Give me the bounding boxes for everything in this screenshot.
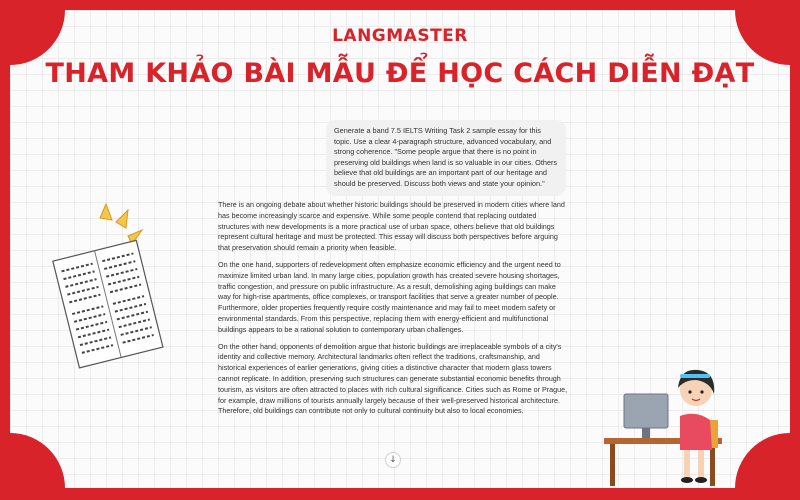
student-illustration (592, 360, 742, 490)
essay-response (218, 200, 568, 423)
corner-decoration (10, 433, 65, 488)
brand-logo: LANGMASTER (332, 26, 468, 46)
essay-paragraph: On the other hand, opponents of demolition argue that historic buildings are irreplaceable symbols of a city's identity and collective memory. Architectural landmarks often reflect the traditions, craftsmanship, and historical experiences of earlier generations, giving cities a distinctive character that modern glass towers cannot replicate. In addition, preserving such structures can generate substantial economic benefits through tourism, as visitors are often attracted to places with rich cultural significance. Cities such as Rome or Prague, for example, draw millions of tourists annually largely because of their well-preserved historical architecture. Therefore, old buildings can contribute not only to cultural continuity but also to local economies. (218, 341, 568, 416)
paper-illustration (42, 200, 192, 370)
essay-paragraph: There is an ongoing debate about whether historic buildings should be preserved in modern cities where land has become increasingly scarce and expensive. While some people contend that replacing outdated structures with new developments is a more practical use of urban space, others believe that old buildings represent cultural heritage and must be protected. This essay will discuss both perspectives before arguing that preservation should remain a priority when feasible. (218, 200, 565, 253)
user-prompt-bubble: Generate a band 7.5 IELTS Writing Task 2 sample essay for this topic. Use a clear 4-paragraph structure, advanced vocabulary, and strong coherence. "Some people argue that there is no point in preserving old buildings when land is so valuable in our cities. Others believe that old buildings are an important part of our heritage and should be preserved. Discuss both views and state your opinion." (326, 120, 566, 196)
corner-decoration (735, 433, 790, 488)
page-title: THAM KHẢO BÀI MẪU ĐỂ HỌC CÁCH DIỄN ĐẠT (45, 58, 755, 89)
arrow-down-icon: ↓ (389, 455, 397, 465)
scroll-down-button[interactable] (385, 452, 401, 468)
essay-paragraph: On the one hand, supporters of redevelopment often emphasize economic efficiency and the urgent need to maximize limited urban land. In many large cities, population growth has created severe housing shortages, traffic congestion, and pressure on public infrastructure. As a result, demolishing aging buildings can make way for high-rise apartments, office complexes, or transport facilities that serve a greater number of people. Furthermore, older properties frequently require costly maintenance and may fail to meet modern safety or environmental standards. From this perspective, replacing them with energy-efficient and multifunctional buildings appears to be a rational solution to contemporary urban challenges. (218, 259, 561, 334)
